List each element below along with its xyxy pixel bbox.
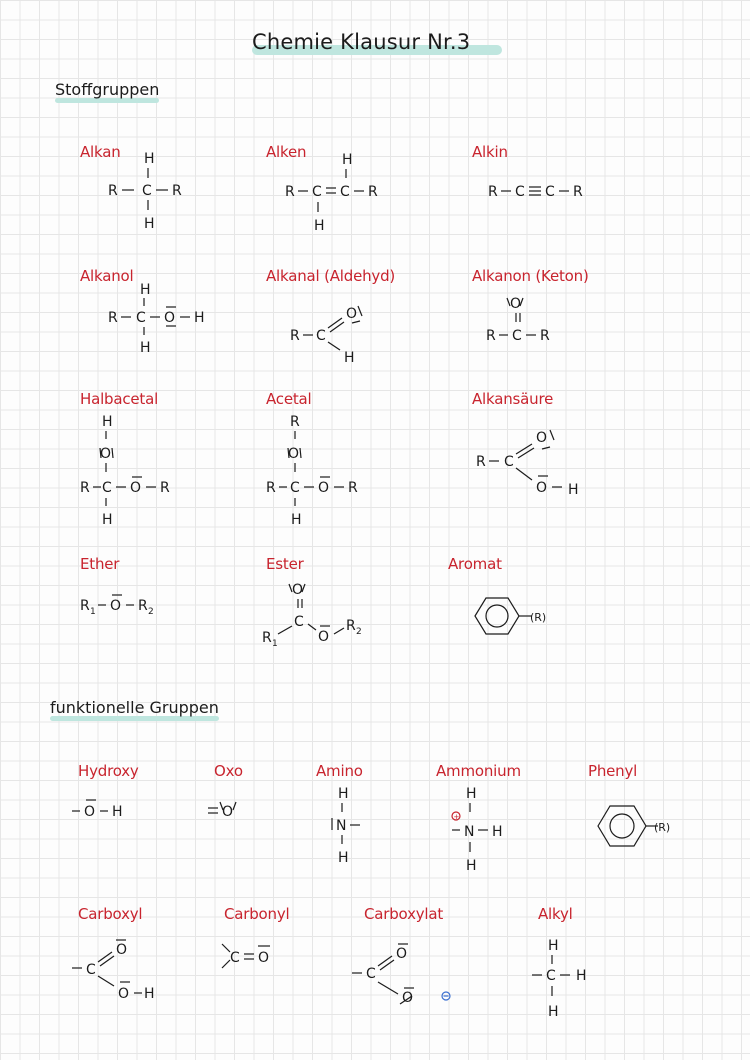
svg-text:H: H	[338, 786, 349, 802]
svg-text:1: 1	[90, 607, 96, 617]
label-alkanol: Alkanol	[80, 267, 134, 285]
svg-text:O: O	[258, 950, 270, 966]
label-ammonium: Ammonium	[436, 762, 521, 780]
svg-text:N: N	[336, 818, 347, 834]
svg-text:O: O	[100, 446, 112, 462]
svg-text:R: R	[108, 183, 118, 199]
svg-text:O: O	[536, 430, 548, 446]
svg-text:C: C	[312, 184, 322, 200]
svg-text:R: R	[486, 328, 496, 344]
svg-text:R: R	[290, 414, 300, 430]
formula-ether	[80, 588, 180, 628]
svg-text:H: H	[466, 786, 477, 802]
label-halbacetal: Halbacetal	[80, 390, 159, 408]
formula-hydroxy	[72, 796, 142, 826]
label-alkansaeure: Alkansäure	[472, 390, 554, 408]
label-carbonyl: Carbonyl	[224, 905, 290, 923]
svg-text:O: O	[510, 296, 522, 312]
svg-text:R: R	[285, 184, 295, 200]
svg-text:H: H	[344, 350, 355, 366]
section-header-funktionelle-gruppen: funktionelle Gruppen	[50, 698, 219, 717]
svg-text:R: R	[262, 630, 272, 646]
label-acetal: Acetal	[266, 390, 312, 408]
label-alken: Alken	[266, 143, 307, 161]
svg-text:C: C	[290, 480, 300, 496]
svg-text:O: O	[536, 480, 548, 496]
svg-text:(R): (R)	[530, 611, 547, 624]
svg-text:H: H	[144, 986, 155, 1002]
svg-text:O: O	[346, 306, 358, 322]
svg-text:R: R	[266, 480, 276, 496]
svg-text:2: 2	[148, 607, 154, 617]
svg-text:O: O	[84, 804, 96, 820]
svg-text:R: R	[368, 184, 378, 200]
svg-text:R: R	[540, 328, 550, 344]
svg-text:C: C	[230, 950, 240, 966]
svg-text:O: O	[164, 310, 176, 326]
formula-ester	[258, 578, 398, 648]
svg-text:O: O	[292, 582, 304, 598]
formula-alkan	[100, 148, 210, 238]
svg-text:R: R	[172, 183, 182, 199]
svg-text:C: C	[142, 183, 152, 199]
svg-text:O: O	[396, 946, 408, 962]
svg-text:H: H	[102, 512, 113, 528]
svg-text:O: O	[318, 629, 330, 645]
svg-text:H: H	[548, 1004, 559, 1020]
label-alkan: Alkan	[80, 143, 121, 161]
svg-text:R: R	[108, 310, 118, 326]
svg-text:R: R	[573, 184, 583, 200]
svg-text:O: O	[318, 480, 330, 496]
formula-alkanol	[106, 280, 226, 360]
formula-ammonium	[448, 784, 528, 884]
svg-text:(R): (R)	[654, 821, 671, 834]
formula-alkin	[488, 178, 608, 208]
formula-phenyl	[592, 800, 692, 855]
svg-text:+: +	[453, 813, 460, 821]
svg-text:R: R	[160, 480, 170, 496]
svg-text:O: O	[288, 446, 300, 462]
svg-text:C: C	[546, 968, 556, 984]
svg-text:C: C	[504, 454, 514, 470]
svg-text:H: H	[144, 151, 155, 167]
svg-text:R: R	[80, 598, 90, 614]
svg-text:R: R	[476, 454, 486, 470]
svg-text:1: 1	[272, 639, 278, 649]
svg-text:C: C	[340, 184, 350, 200]
svg-text:C: C	[512, 328, 522, 344]
svg-text:H: H	[194, 310, 205, 326]
svg-text:R: R	[348, 480, 358, 496]
formula-alkanal	[290, 298, 380, 368]
formula-alkanon	[486, 294, 576, 354]
svg-text:C: C	[515, 184, 525, 200]
formula-carboxyl	[72, 930, 172, 1005]
formula-oxo	[208, 796, 258, 826]
svg-text:O: O	[402, 990, 414, 1006]
formula-amino	[324, 784, 384, 874]
formula-halbacetal	[80, 410, 190, 535]
label-amino: Amino	[316, 762, 363, 780]
svg-text:H: H	[548, 938, 559, 954]
svg-text:H: H	[144, 216, 155, 232]
svg-text:O: O	[110, 598, 122, 614]
svg-text:R: R	[138, 598, 148, 614]
svg-text:H: H	[466, 858, 477, 874]
svg-text:H: H	[342, 152, 353, 168]
svg-text:H: H	[338, 850, 349, 866]
label-alkin: Alkin	[472, 143, 508, 161]
svg-text:O: O	[116, 942, 128, 958]
svg-text:H: H	[291, 512, 302, 528]
label-ester: Ester	[266, 555, 304, 573]
svg-text:O: O	[118, 986, 130, 1002]
label-carboxylat: Carboxylat	[364, 905, 444, 923]
svg-text:H: H	[576, 968, 587, 984]
page-title	[252, 30, 502, 60]
label-alkanal: Alkanal (Aldehyd)	[266, 267, 396, 285]
label-ether: Ether	[80, 555, 120, 573]
svg-text:2: 2	[356, 627, 362, 637]
formula-alkyl	[532, 930, 612, 1030]
formula-acetal	[266, 410, 376, 535]
label-oxo: Oxo	[214, 762, 243, 780]
label-alkyl: Alkyl	[538, 905, 573, 923]
svg-text:H: H	[140, 340, 151, 356]
svg-text:C: C	[545, 184, 555, 200]
formula-carboxylat	[352, 940, 462, 1015]
formula-aromat	[466, 592, 576, 647]
svg-text:H: H	[492, 824, 503, 840]
label-carboxyl: Carboxyl	[78, 905, 143, 923]
svg-text:R: R	[290, 328, 300, 344]
svg-text:C: C	[86, 962, 96, 978]
page-title-text: Chemie Klausur Nr.3	[252, 30, 471, 54]
label-hydroxy: Hydroxy	[78, 762, 139, 780]
svg-text:R: R	[80, 480, 90, 496]
formula-alken	[280, 150, 400, 240]
svg-text:C: C	[366, 966, 376, 982]
section-header-stoffgruppen: Stoffgruppen	[55, 80, 159, 99]
svg-text:C: C	[294, 614, 304, 630]
svg-text:N: N	[464, 824, 475, 840]
label-aromat: Aromat	[448, 555, 502, 573]
svg-text:R: R	[488, 184, 498, 200]
svg-text:H: H	[314, 218, 325, 234]
svg-text:C: C	[102, 480, 112, 496]
svg-text:H: H	[112, 804, 123, 820]
label-phenyl: Phenyl	[588, 762, 638, 780]
svg-text:H: H	[102, 414, 113, 430]
label-alkanon: Alkanon (Keton)	[472, 267, 589, 285]
formula-carbonyl	[222, 936, 302, 981]
svg-text:O: O	[222, 804, 234, 820]
svg-text:H: H	[140, 282, 151, 298]
svg-text:R: R	[346, 618, 356, 634]
svg-text:C: C	[316, 328, 326, 344]
svg-text:H: H	[568, 482, 579, 498]
formula-alkansaeure	[476, 418, 596, 503]
svg-text:O: O	[130, 480, 142, 496]
svg-text:C: C	[136, 310, 146, 326]
